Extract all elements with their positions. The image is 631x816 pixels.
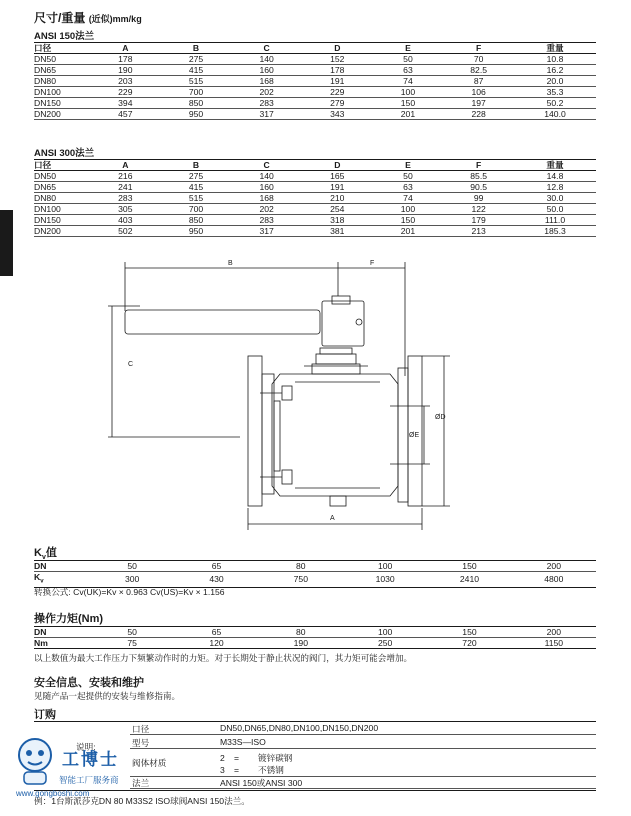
table-cell: 10.8 [514,54,596,65]
column-header: 重量 [514,160,596,171]
table-cell: 203 [90,76,161,87]
table-cell: 150 [427,627,511,638]
table-cell: 283 [231,98,302,109]
table-cell: 75 [90,638,174,649]
ansi300-dimension-table [34,159,596,237]
table-cell: 415 [161,182,232,193]
table-cell: 30.0 [514,193,596,204]
table-cell: 160 [231,65,302,76]
ansi150-heading: ANSI 150法兰 [34,31,95,42]
label-a: A [330,515,335,522]
order-example: 例：1台斯派莎克DN 80 M33S2 ISO球阀ANSI 150法兰。 [34,796,250,806]
table-cell: 50 [373,171,444,182]
table-cell: 190 [259,638,343,649]
table-cell: 201 [373,109,444,120]
table-cell: 275 [161,171,232,182]
valve-handle [125,310,320,334]
label-b: B [228,260,233,267]
table-cell: DN50 [34,171,90,182]
label-c: C [128,361,134,368]
table-cell: 12.8 [514,182,596,193]
kv-conversion-formula: 转换公式: Cv(UK)=Kv × 0.963 Cv(US)=Kv × 1.156 [34,587,225,597]
table-cell: 85.5 [443,171,514,182]
table-cell: 111.0 [514,215,596,226]
left-flange [248,356,262,506]
table-cell: 950 [161,226,232,237]
material-option-2: 3 = 不锈钢 [220,765,284,775]
table-cell: DN65 [34,182,90,193]
table-cell: 283 [90,193,161,204]
table-cell: 318 [302,215,373,226]
ansi150-dimension-table [34,42,596,120]
table-cell: 160 [231,182,302,193]
table-cell: 213 [443,226,514,237]
table-cell: 65 [174,561,258,572]
table-cell: 50.0 [514,204,596,215]
table-cell: 99 [443,193,514,204]
table-row [34,204,596,215]
table-cell: 279 [302,98,373,109]
table-cell: 305 [90,204,161,215]
table-cell: 100 [343,627,427,638]
column-header: F [443,160,514,171]
column-header: C [231,160,302,171]
table-row [34,98,596,109]
table-cell: 191 [302,76,373,87]
table-cell: 850 [161,98,232,109]
table-cell: 50 [90,627,174,638]
column-header: A [90,43,161,54]
watermark-brand: 工博士 [62,750,119,769]
table-cell: 210 [302,193,373,204]
table-row [34,76,596,87]
table-row [34,65,596,76]
table-cell: 228 [443,109,514,120]
table-row [34,182,596,193]
table-cell: 283 [231,215,302,226]
table-cell: 197 [443,98,514,109]
table-cell: 515 [161,76,232,87]
table-cell: 343 [302,109,373,120]
kv-table [34,560,596,588]
table-header-row [34,160,596,171]
torque-table [34,626,596,649]
table-cell: 50.2 [514,98,596,109]
column-header: B [161,160,232,171]
table-cell: 317 [231,226,302,237]
robot-mascot-icon [12,735,58,787]
table-cell: 200 [512,627,596,638]
table-cell: 190 [90,65,161,76]
table-cell: 502 [90,226,161,237]
table-cell: 80 [259,561,343,572]
torque-value-row: Nm 75 120 190 250 720 1150 [34,638,596,649]
kv-value-row: $K_v$ 300 430 750 1030 2410 4800 [34,572,596,588]
watermark-url: www.gongboshi.com [16,789,90,798]
table-cell: 165 [302,171,373,182]
table-cell: 178 [302,65,373,76]
table-cell: 254 [302,204,373,215]
valve-body [272,374,398,496]
table-cell: 140 [231,171,302,182]
kv-dn-row: DN 50 65 80 100 150 200 [34,561,596,572]
watermark-subtitle: 智能工厂服务商 [59,775,119,785]
table-cell: DN200 [34,109,90,120]
table-cell: 700 [161,204,232,215]
order-row-model: 型号 M33S—ISO [130,737,596,749]
table-cell: 720 [427,638,511,649]
table-cell: 275 [161,54,232,65]
table-cell: 457 [90,109,161,120]
page-title: 尺寸/重量 (近似)mm/kg [34,11,142,25]
table-cell: 120 [174,638,258,649]
table-cell: 317 [231,109,302,120]
table-cell: 229 [302,87,373,98]
table-cell: 2410 [427,572,511,588]
table-cell: 403 [90,215,161,226]
table-cell: 229 [90,87,161,98]
column-header: B [161,43,232,54]
table-row [34,87,596,98]
table-cell: 100 [373,204,444,215]
table-cell: 168 [231,76,302,87]
table-cell: 1030 [343,572,427,588]
table-cell: 201 [373,226,444,237]
valve-dimension-drawing [100,256,460,532]
table-cell: 381 [302,226,373,237]
table-cell: DN65 [34,65,90,76]
column-header: 口径 [34,160,90,171]
table-row [34,171,596,182]
right-flange [398,368,408,502]
table-cell: 202 [231,204,302,215]
order-note-label: 说明: [76,742,96,752]
table-cell: 16.2 [514,65,596,76]
table-cell: 1150 [512,638,596,649]
column-header: C [231,43,302,54]
table-cell: 185.3 [514,226,596,237]
ansi300-heading: ANSI 300法兰 [34,148,95,159]
column-header: D [302,43,373,54]
table-cell: 300 [90,572,174,588]
table-cell: 241 [90,182,161,193]
label-f: F [370,260,375,267]
table-cell: 140.0 [514,109,596,120]
table-cell: 122 [443,204,514,215]
table-row [34,109,596,120]
torque-note: 以上数值为最大工作压力下频繁动作时的力矩。对于长期处于静止状况的阀门，其力矩可能会增加。 [34,653,413,663]
table-cell: 65 [174,627,258,638]
order-row-flange: 法兰 ANSI 150或ANSI 300 [130,777,596,789]
table-cell: 515 [161,193,232,204]
column-header: 口径 [34,43,90,54]
table-cell: 100 [373,87,444,98]
table-cell: 70 [443,54,514,65]
table-cell: 50 [373,54,444,65]
table-cell: 140 [231,54,302,65]
column-header: E [373,43,444,54]
torque-title: 操作力矩(Nm) [34,613,104,625]
torque-dn-row: DN 50 65 80 100 150 200 [34,627,596,638]
table-cell: 4800 [512,572,596,588]
table-cell: 35.3 [514,87,596,98]
table-cell: 50 [90,561,174,572]
table-cell: 152 [302,54,373,65]
section-tab-marker [0,210,13,276]
table-cell: 191 [302,182,373,193]
table-cell: 14.8 [514,171,596,182]
column-header: A [90,160,161,171]
handle-hub [322,301,364,346]
safety-text: 见随产品一起提供的安装与维修指南。 [34,691,181,701]
table-cell: 150 [373,215,444,226]
table-cell: 216 [90,171,161,182]
order-row-material: 阀体材质 [130,751,596,777]
table-cell: 200 [512,561,596,572]
table-cell: 63 [373,182,444,193]
table-cell: 74 [373,76,444,87]
table-cell: 202 [231,87,302,98]
label-e: ØE [409,432,420,439]
table-row [34,193,596,204]
kv-title: $K_v$值 [34,547,57,562]
table-cell: DN100 [34,204,90,215]
table-row [34,54,596,65]
table-cell: DN150 [34,215,90,226]
table-cell: 179 [443,215,514,226]
column-header: 重量 [514,43,596,54]
table-cell: DN100 [34,87,90,98]
table-cell: 20.0 [514,76,596,87]
column-header: D [302,160,373,171]
table-cell: 80 [259,627,343,638]
table-row [34,226,596,237]
table-cell: 82.5 [443,65,514,76]
table-cell: 430 [174,572,258,588]
material-option-1: 2 = 镀锌碳钢 [220,753,293,763]
table-cell: DN200 [34,226,90,237]
table-cell: 750 [259,572,343,588]
table-cell: 850 [161,215,232,226]
table-cell: 415 [161,65,232,76]
table-cell: 178 [90,54,161,65]
table-row [34,215,596,226]
table-cell: 87 [443,76,514,87]
order-title: 订购 [34,709,56,721]
watermark-logo [12,733,132,809]
table-cell: 394 [90,98,161,109]
table-cell: DN150 [34,98,90,109]
table-header-row [34,43,596,54]
column-header: E [373,160,444,171]
table-cell: 150 [427,561,511,572]
table-cell: DN80 [34,193,90,204]
table-cell: 63 [373,65,444,76]
table-cell: 168 [231,193,302,204]
order-row-size: 口径 DN50,DN65,DN80,DN100,DN150,DN200 [130,723,596,735]
label-d: ØD [435,414,446,421]
table-cell: 250 [343,638,427,649]
table-cell: DN80 [34,76,90,87]
table-cell: 950 [161,109,232,120]
safety-title: 安全信息、安装和维护 [34,677,144,689]
table-cell: 74 [373,193,444,204]
table-cell: 100 [343,561,427,572]
order-top-rule [34,721,596,722]
table-cell: 106 [443,87,514,98]
column-header: F [443,43,514,54]
table-cell: 150 [373,98,444,109]
table-cell: 700 [161,87,232,98]
table-cell: 90.5 [443,182,514,193]
table-cell: DN50 [34,54,90,65]
